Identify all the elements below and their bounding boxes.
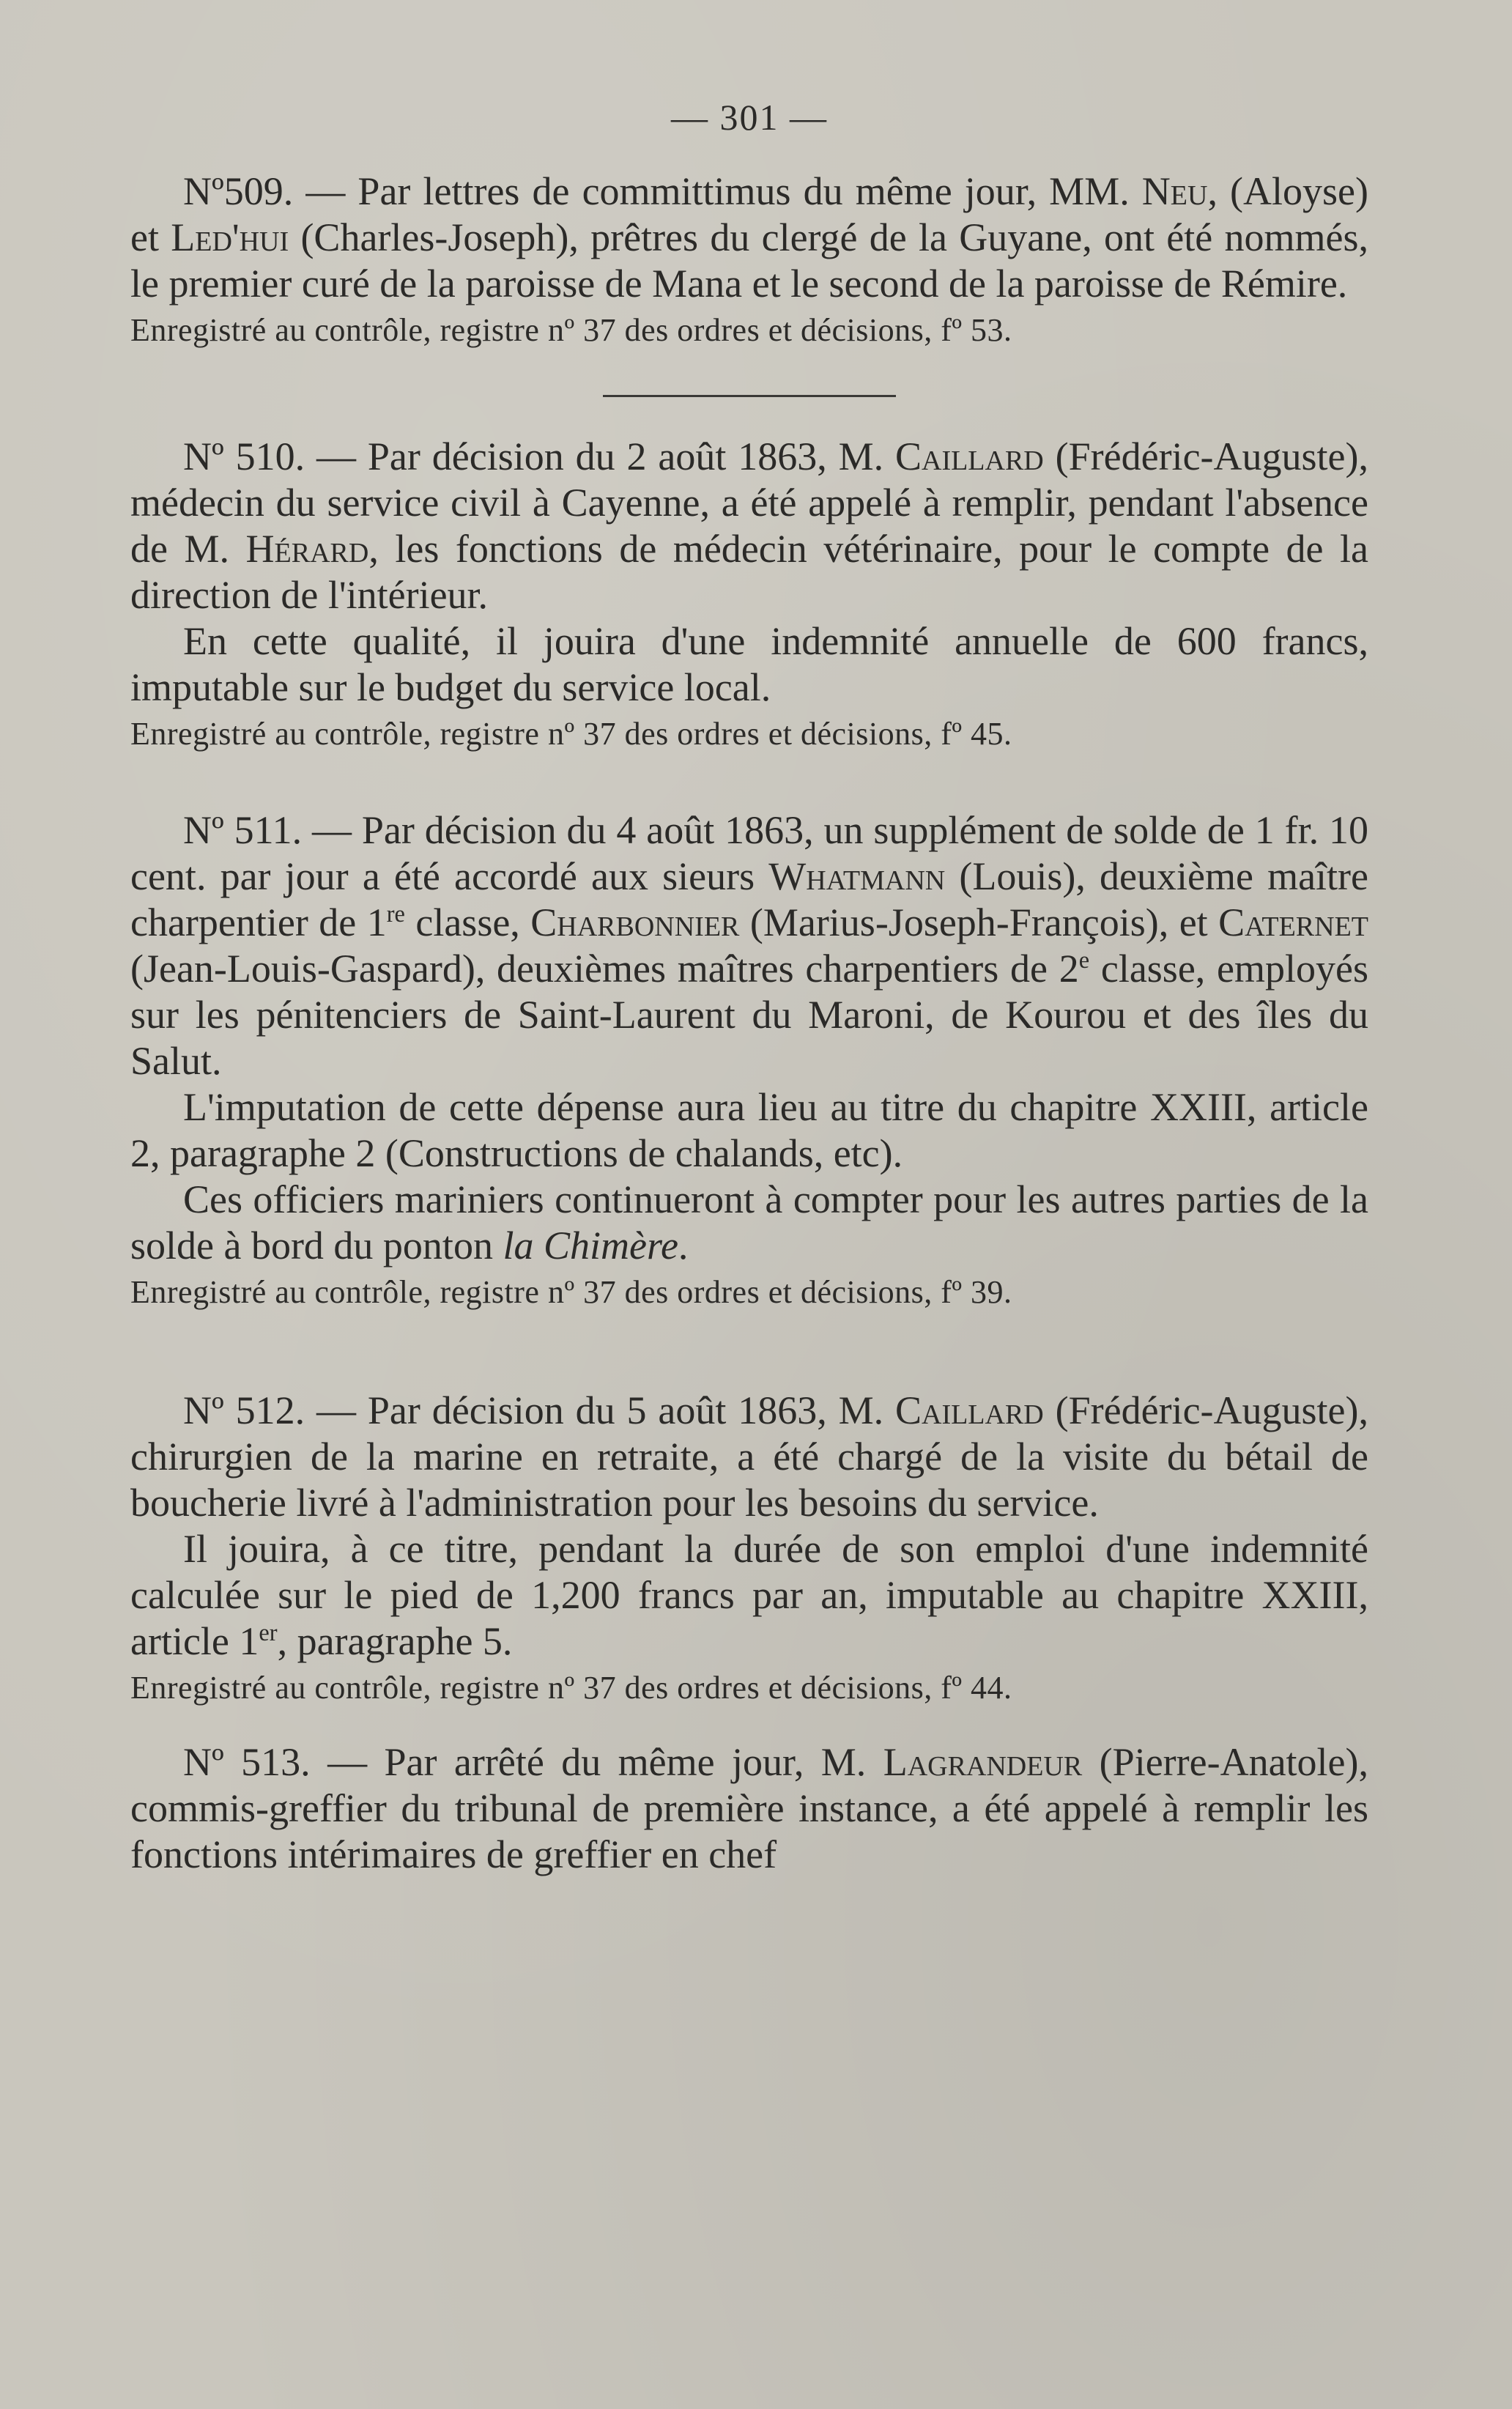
registration-note: Enregistré au contrôle, registre nº 37 des ordres et décisions, fº 44. xyxy=(130,1670,1012,1706)
entry-511-paragraph-1: Nº 511. — Par décision du 4 août 1863, un supplément de solde de 1 fr. 10 cent. par jour a été accordé aux sieurs Whatmann (Louis), deuxième maître charpentier de 1re classe, Charbonnier (Marius-Joseph-François), et Caternet (Jean-Louis-Gaspard), deuxièmes maîtres charpentiers de 2e classe, employés sur les pénitenciers de Saint-Laurent du Maroni, de Kourou et des îles du Salut. xyxy=(130,808,1369,1083)
person-name: Led'hui xyxy=(171,215,289,259)
entry-510-paragraph-2: En cette qualité, il jouira d'une indemnité annuelle de 600 francs, imputable sur le budget du service local. xyxy=(130,619,1368,709)
entry-number: Nº 512. xyxy=(183,1388,305,1432)
entry-513-paragraph-1: Nº 513. — Par arrêté du même jour, M. Lagrandeur (Pierre-Anatole), commis-greffier du tribunal de première instance, a été appelé à remplir les fonctions intérimaires de greffier en chef xyxy=(130,1740,1368,1876)
entry-number: Nº509. xyxy=(183,169,294,213)
registration-note: Enregistré au contrôle, registre nº 37 des ordres et décisions, fº 53. xyxy=(130,312,1012,348)
entry-511-paragraph-2: L'imputation de cette dépense aura lieu au titre du chapitre XXIII, article 2, paragraphe 2 (Constructions de chalands, etc). xyxy=(130,1085,1368,1175)
entry-number: Nº 510. xyxy=(183,434,305,478)
entry-509-paragraph: Nº509. — Par lettres de committimus du même jour, MM. Neu, (Aloyse) et Led'hui (Charles-Joseph), prêtres du clergé de la Guyane, ont été nommés, le premier curé de la paroisse de Mana et le second de la paroisse de Rémire. xyxy=(130,169,1368,306)
entry-510-paragraph-1: Nº 510. — Par décision du 2 août 1863, M. Caillard (Frédéric-Auguste), médecin du service civil à Cayenne, a été appelé à remplir, pendant l'absence de M. Hérard, les fonctions de médecin vétérinaire, pour le compte de la direction de l'intérieur. xyxy=(130,434,1369,617)
divider-rule xyxy=(603,395,896,397)
person-name: Neu xyxy=(1141,169,1208,213)
entry-513 xyxy=(130,1739,1368,1878)
person-name: Hérard xyxy=(245,527,369,571)
entry-512-paragraph-2: Il jouira, à ce titre, pendant la durée de son emploi d'une indemnité calculée sur le pied de 1,200 francs par an, imputable au chapitre XXIII, article 1er, paragraphe 5. xyxy=(130,1527,1368,1663)
person-name: Lagrandeur xyxy=(883,1740,1083,1784)
entry-511-paragraph-3: Ces officiers mariniers continueront à compter pour les autres parties de la solde à bord du ponton la Chimère. xyxy=(130,1177,1368,1268)
person-name: Caternet xyxy=(1218,900,1369,944)
page-number: — 301 — xyxy=(671,97,828,138)
entry-number: Nº 513. xyxy=(183,1740,311,1784)
ship-name: la Chimère xyxy=(503,1224,678,1268)
registration-note: Enregistré au contrôle, registre nº 37 des ordres et décisions, fº 39. xyxy=(130,1274,1012,1310)
entry-510 xyxy=(130,434,1368,756)
entry-512-paragraph-1: Nº 512. — Par décision du 5 août 1863, M. Caillard (Frédéric-Auguste), chirurgien de la marine en retraite, a été chargé de la visite du bétail de boucherie livré à l'administration pour les besoins du service. xyxy=(130,1388,1368,1525)
registration-note: Enregistré au contrôle, registre nº 37 des ordres et décisions, fº 45. xyxy=(130,716,1012,752)
entry-511 xyxy=(130,807,1368,1314)
person-name: Charbonnier xyxy=(530,900,740,944)
entry-number: Nº 511. xyxy=(183,808,303,852)
entry-512 xyxy=(130,1388,1368,1710)
person-name: Caillard xyxy=(894,1388,1044,1432)
entry-509 xyxy=(130,169,1368,352)
person-name: Caillard xyxy=(894,434,1044,478)
page xyxy=(130,95,1368,1878)
person-name: Whatmann xyxy=(768,854,946,898)
